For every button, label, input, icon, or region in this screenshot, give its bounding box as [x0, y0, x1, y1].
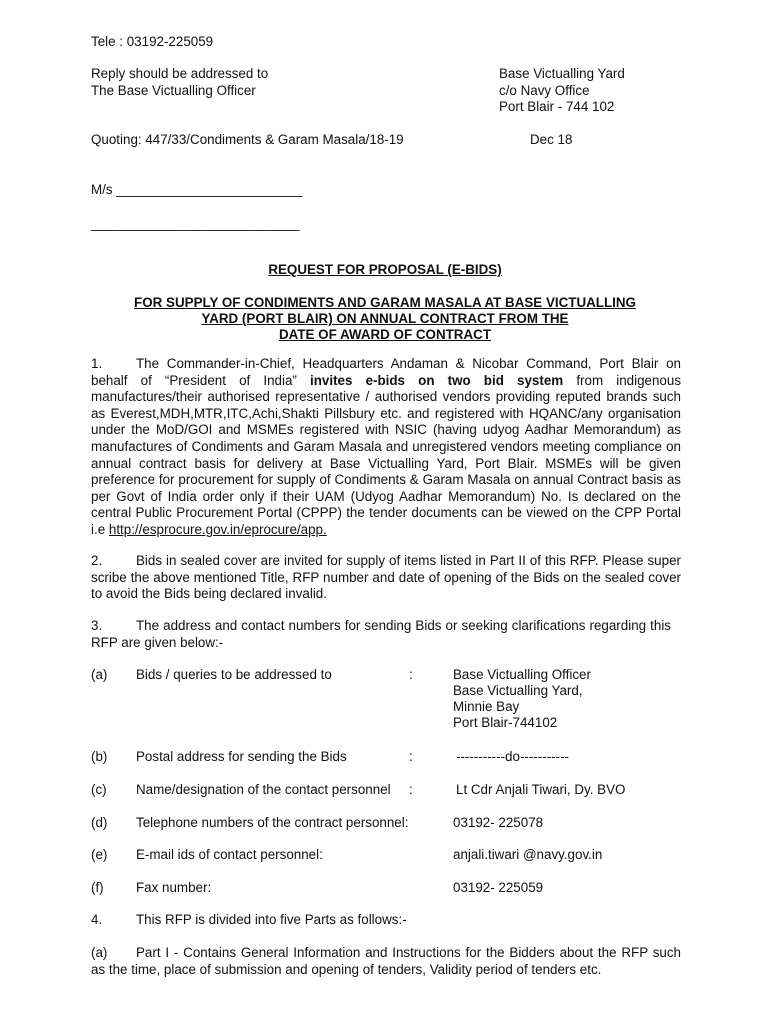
paragraph-bold-text: invites e-bids on two bid system	[310, 372, 564, 388]
paragraph-4	[91, 912, 681, 929]
telephone-line: Tele : 03192-225059	[91, 34, 214, 49]
address-line-2: c/o Navy Office	[499, 83, 590, 98]
letter-date: Dec 18	[530, 132, 573, 147]
paragraph-text: Part I - Contains General Information and Instructions for the Bidders about the RFP such as the time, place of submission and opening of tenders, Validity period of tenders etc.	[91, 945, 681, 977]
address-line-1: Base Victualling Yard	[499, 66, 625, 81]
paragraph-text: The Commander-in-Chief, Headquarters Andaman & Nicobar Command, Port Blair on behalf of “President of India”	[91, 356, 681, 388]
paragraph-text: from indigenous manufactures/their authorised representative / authorised vendors providing reputed brands such as Everest,MDH,MTR,ITC,Achi,Shakti Pillsbury etc. and registered with HQANC/any organisation under the MoD/GOI and MSMEs registered with NSIC (having udyog Aadhar Memorandum) as manufactures of Condiments and Garam Masala and unregistered vendors meeting compliance on annual contract basis for delivery at Base Victualling Yard, Port Blair. MSMEs will be given preference for procurement for supply of Condiments & Garam Masala on annual Contract basis as per Govt of India order only if their UAM (Udyog Aadhar Memorandum) No. Is declared on the central Public Procurement Portal (CPPP) the tender documents can be viewed on the CPP Portal i.e	[91, 372, 682, 537]
row-label: (a)	[91, 667, 108, 682]
row-value: anjali.tiwari @navy.gov.in	[453, 847, 603, 862]
row-value: 03192- 225078	[453, 815, 544, 830]
row-colon: :	[409, 667, 413, 682]
quoting-reference: Quoting: 447/33/Condiments & Garam Masala/18-19	[91, 132, 404, 147]
row-description: Telephone numbers of the contract personnel:	[136, 815, 409, 830]
rfp-subject-line-2: YARD (PORT BLAIR) ON ANNUAL CONTRACT FROM THE	[201, 311, 569, 326]
paragraph-number: 4.	[91, 912, 103, 927]
reply-line-2: The Base Victualling Officer	[91, 83, 256, 98]
addressee-line: M/s _________________________	[91, 182, 303, 197]
row-value-line-2: Base Victualling Yard,	[453, 683, 583, 698]
addressee-blank-line: ____________________________	[91, 216, 300, 231]
reply-line-1: Reply should be addressed to	[91, 66, 269, 81]
row-value: -----------do-----------	[456, 749, 569, 764]
paragraph-3	[91, 618, 671, 651]
row-value: Lt Cdr Anjali Tiwari, Dy. BVO	[456, 782, 626, 797]
paragraph-1	[91, 356, 681, 539]
row-value-line-4: Port Blair-744102	[453, 715, 558, 730]
paragraph-number: (a)	[91, 945, 108, 960]
row-description: E-mail ids of contact personnel:	[136, 847, 323, 862]
row-value: 03192- 225059	[453, 880, 544, 895]
row-description: Postal address for sending the Bids	[136, 749, 347, 764]
row-value-line-3: Minnie Bay	[453, 699, 520, 714]
row-description: Bids / queries to be addressed to	[136, 667, 332, 682]
paragraph-text: The address and contact numbers for sending Bids or seeking clarifications regarding this RFP are given below:-	[91, 618, 671, 650]
paragraph-text: This RFP is divided into five Parts as follows:-	[136, 912, 407, 927]
row-description: Name/designation of the contact personnel	[136, 782, 391, 797]
paragraph-2	[91, 553, 681, 603]
rfp-subject-line-1: FOR SUPPLY OF CONDIMENTS AND GARAM MASALA AT BASE VICTUALLING	[134, 295, 636, 310]
row-label: (e)	[91, 847, 108, 862]
paragraph-number: 3.	[91, 618, 103, 633]
paragraph-number: 1.	[91, 356, 103, 371]
cpp-portal-link[interactable]: http://esprocure.gov.in/eprocure/app.	[108, 521, 327, 537]
row-label: (f)	[91, 880, 104, 895]
row-label: (b)	[91, 749, 108, 764]
row-colon: :	[409, 782, 413, 797]
row-label: (c)	[91, 782, 107, 797]
row-description: Fax number:	[136, 880, 212, 895]
address-line-3: Port Blair - 744 102	[499, 99, 615, 114]
row-value-line-1: Base Victualling Officer	[453, 667, 591, 682]
row-label: (d)	[91, 815, 108, 830]
row-colon: :	[409, 749, 413, 764]
paragraph-4a	[91, 945, 681, 978]
paragraph-number: 2.	[91, 553, 103, 568]
rfp-subject-line-3: DATE OF AWARD OF CONTRACT	[279, 327, 491, 342]
rfp-title: REQUEST FOR PROPOSAL (E-BIDS)	[268, 262, 502, 277]
paragraph-text: Bids in sealed cover are invited for supply of items listed in Part II of this RFP. Please super scribe the above mentioned Title, RFP number and date of opening of the Bids on the sealed cover to avoid the Bids being declared invalid.	[91, 553, 681, 602]
